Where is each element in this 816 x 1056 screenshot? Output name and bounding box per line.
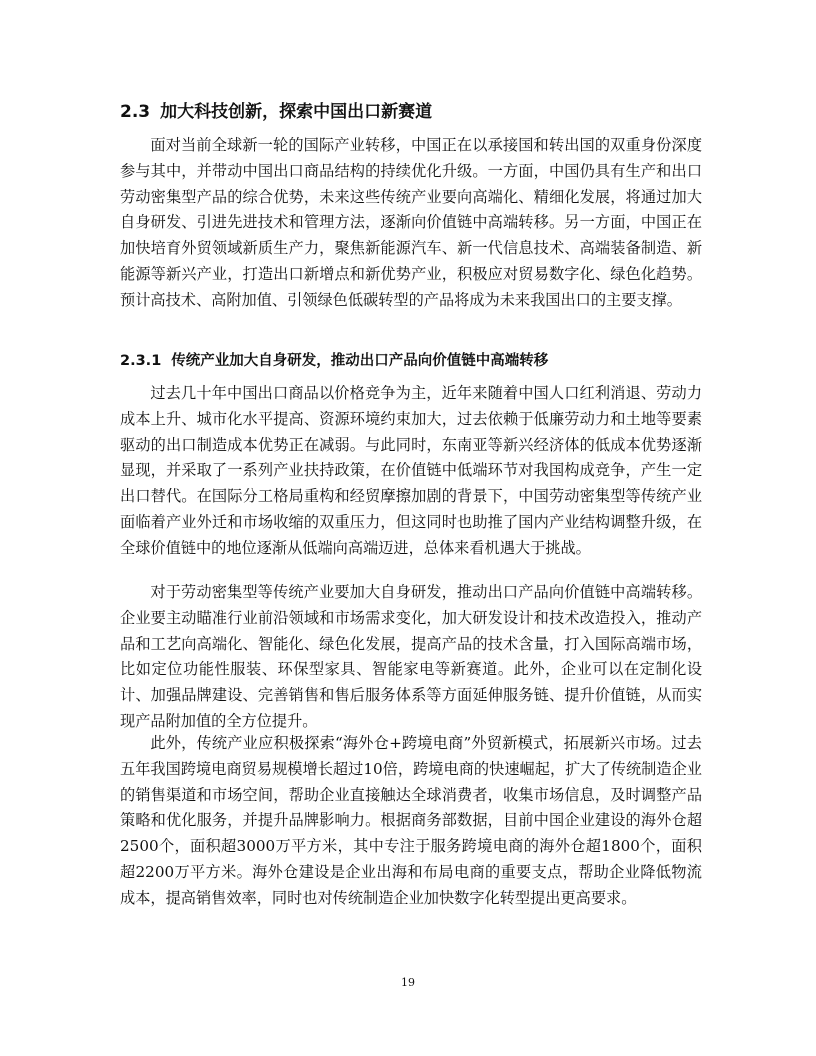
subsection-number: 2.3.1 <box>120 353 162 369</box>
body-paragraph: 对于劳动密集型等传统产业要加大自身研发，推动出口产品向价值链中高端转移。企业要主动瞄准行业前沿领域和市场需求变化，加大研发设计和技术改造投入，推动产品和工艺向高端化、智能化、绿色化发展，提高产品的技术含量，打入国际高端市场，比如定位功能性服装、环保型家具、智能家电等新赛道。此外，企业可以在定制化设计、加强品牌建设、完善销售和售后服务体系等方面延伸服务链、提升价值链，从而实现产品附加值的全方位提升。 <box>120 583 702 730</box>
section-title: 加大科技创新，探索中国出口新赛道 <box>160 102 433 122</box>
subsection-heading <box>120 350 720 372</box>
subsection-title: 传统产业加大自身研发，推动出口产品向价值链中高端转移 <box>171 353 549 369</box>
page-number: 19 <box>401 976 415 989</box>
body-paragraph: 过去几十年中国出口商品以价格竞争为主，近年来随着中国人口红利消退、劳动力成本上升、城市化水平提高、资源环境约束加大，过去依赖于低廉劳动力和土地等要素驱动的出口制造成本优势正在减弱。与此同时，东南亚等新兴经济体的低成本优势逐渐显现，并采取了一系列产业扶持政策，在价值链中低端环节对我国构成竞争，产生一定出口替代。在国际分工格局重构和经贸摩擦加剧的背景下，中国劳动密集型等传统产业面临着产业外迁和市场收缩的双重压力，但这同时也助推了国内产业结构调整升级，在全球价值链中的地位逐渐从低端向高端迈进，总体来看机遇大于挑战。 <box>120 384 702 557</box>
section-intro-paragraph: 面对当前全球新一轮的国际产业转移，中国正在以承接国和转出国的双重身份深度参与其中，并带动中国出口商品结构的持续优化升级。一方面，中国仍具有生产和出口劳动密集型产品的综合优势，未来这些传统产业要向高端化、精细化发展，将通过加大自身研发、引进先进技术和管理方法，逐渐向价值链中高端转移。另一方面，中国正在加快培育外贸领域新质生产力，聚焦新能源汽车、新一代信息技术、高端装备制造、新能源等新兴产业，打造出口新增点和新优势产业，积极应对贸易数字化、绿色化趋势。预计高技术、高附加值、引领绿色低碳转型的产品将成为未来我国出口的主要支撑。 <box>120 136 702 309</box>
body-paragraph: 此外，传统产业应积极探索“海外仓+跨境电商”外贸新模式，拓展新兴市场。过去五年我国跨境电商贸易规模增长超过10倍，跨境电商的快速崛起，扩大了传统制造企业的销售渠道和市场空间，帮助企业直接触达全球消费者，收集市场信息，及时调整产品策略和优化服务，并提升品牌影响力。根据商务部数据，目前中国企业建设的海外仓超2500个，面积超3000万平方米，其中专注于服务跨境电商的海外仓超1800个，面积超2200万平方米。海外仓建设是企业出海和布局电商的重要支点，帮助企业降低物流成本，提高销售效率，同时也对传统制造企业加快数字化转型提出更高要求。 <box>120 734 702 907</box>
section-heading <box>120 100 720 124</box>
section-number: 2.3 <box>120 102 151 122</box>
